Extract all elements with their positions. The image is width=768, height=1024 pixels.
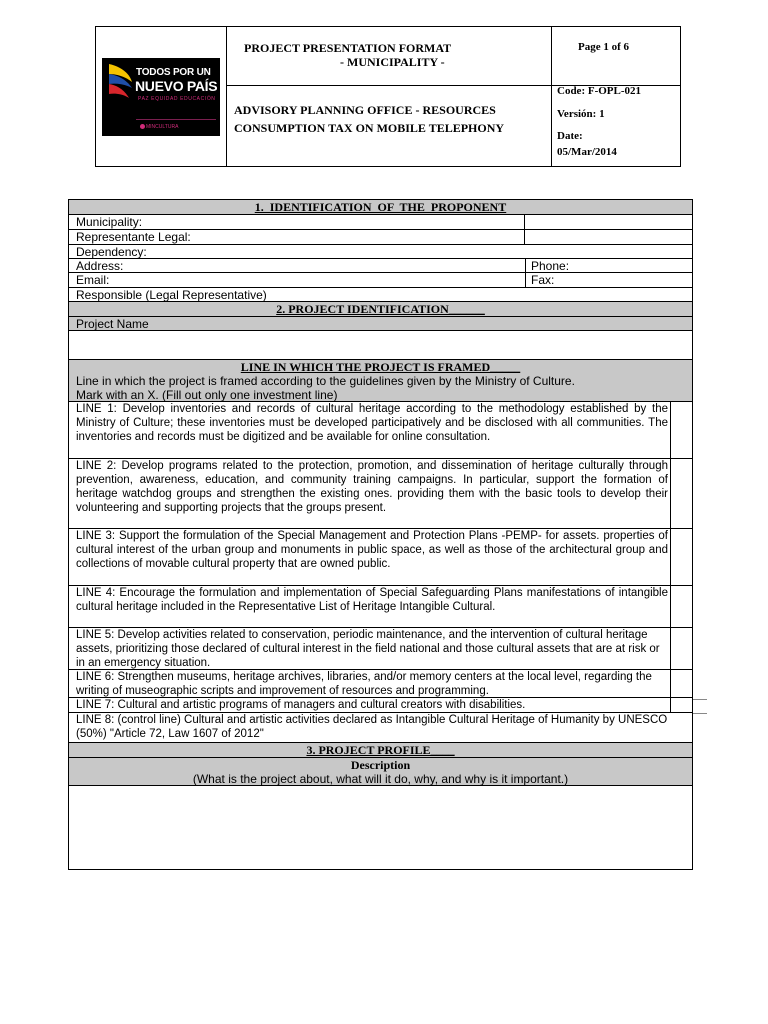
line-item-6	[69, 670, 692, 698]
dependency-label: Dependency:	[76, 245, 147, 259]
form-title: PROJECT PRESENTATION FORMAT	[244, 41, 452, 55]
line-5-checkbox[interactable]	[670, 628, 692, 669]
description-hint: (What is the project about, what will it do, why, and why is it important.)	[192, 772, 569, 786]
date-label: Date:	[557, 130, 583, 142]
fax-cell[interactable]	[525, 273, 693, 287]
project-form	[68, 199, 693, 870]
section2-title: 2. PROJECT IDENTIFICATION______	[276, 302, 485, 316]
section2-header	[69, 302, 692, 317]
line-item-2	[69, 459, 692, 529]
section1-header	[69, 200, 692, 215]
line-item-text: LINE 8: (control line) Cultural and artistic activities declared as Intangible Cultural Heritage of Humanity by UNESCO (50%) "Article 72, Law 1607 of 2012"	[76, 714, 668, 741]
lines-title: LINE IN WHICH THE PROJECT IS FRAMED_____	[240, 360, 521, 374]
date-value: 05/Mar/2014	[557, 146, 617, 158]
line-item-text: LINE 5: Develop activities related to conservation, periodic maintenance, and the intervention of cultural heritage assets, prioritizing those declared of cultural interest in the field national and those cultural assets that are at risk or in an emergency situation.	[76, 629, 660, 670]
project-name-label: Project Name	[76, 317, 149, 331]
municipality-value-cell[interactable]	[524, 215, 693, 229]
description-title: Description	[350, 758, 411, 772]
flag-swoosh-icon	[105, 62, 135, 106]
description-header	[69, 758, 692, 786]
line-item-text: LINE 6: Strengthen museums, heritage archives, libraries, and/or memory centers at the local level, regarding the writing of museographic scripts and improvement of resources and programming.	[76, 671, 652, 698]
line-item-8	[69, 713, 692, 743]
table-rule-extension	[693, 699, 707, 700]
description-field[interactable]	[69, 786, 692, 870]
section1-title: 1. IDENTIFICATION OF THE PROPONENT	[254, 200, 507, 214]
todos-por-un-nuevo-pais-logo	[102, 58, 220, 136]
representative-row[interactable]	[69, 230, 692, 245]
mincultura-icon	[140, 124, 145, 129]
form-version: Versión: 1	[557, 108, 605, 120]
page-number: Page 1 of 6	[578, 41, 630, 53]
line-item-5	[69, 628, 692, 670]
logo-text-line4: MINCULTURA	[146, 124, 179, 130]
info-cell	[551, 27, 681, 166]
address-label: Address:	[76, 259, 124, 273]
line-item-3	[69, 529, 692, 586]
logo-cell	[96, 27, 227, 166]
logo-text-line3: PAZ EQUIDAD EDUCACIÓN	[138, 96, 216, 102]
section3-header	[69, 743, 692, 758]
line-3-checkbox[interactable]	[670, 529, 692, 585]
page-row	[551, 27, 681, 86]
form-subtitle: - MUNICIPALITY -	[340, 55, 445, 69]
line-4-checkbox[interactable]	[670, 586, 692, 627]
section3-title: 3. PROJECT PROFILE____	[306, 743, 455, 757]
responsible-label: Responsible (Legal Representative)	[76, 288, 267, 302]
address-row[interactable]	[69, 259, 692, 273]
email-label: Email:	[76, 273, 110, 287]
municipality-row[interactable]	[69, 215, 692, 230]
fax-label: Fax:	[531, 273, 555, 287]
logo-text-line2: NUEVO PAÍS	[135, 78, 218, 94]
logo-text-line1: TODOS POR UN	[136, 67, 211, 78]
line-item-7	[69, 698, 692, 713]
line-1-checkbox[interactable]	[670, 402, 692, 458]
project-name-field[interactable]	[69, 331, 692, 360]
office-name-line2: CONSUMPTION TAX ON MOBILE TELEPHONY	[234, 121, 505, 135]
responsible-row[interactable]	[69, 288, 692, 302]
line-item-text: LINE 1: Develop inventories and records of cultural heritage according to the methodology established by the Ministry of Culture; these inventories must be developed participatively and be disclosed with all communities. The inventories and records must be digitized and be available for online consultation.	[76, 403, 668, 444]
line-item-1	[69, 402, 692, 459]
line-2-checkbox[interactable]	[670, 459, 692, 528]
table-rule-extension	[693, 713, 707, 714]
line-6-checkbox[interactable]	[670, 670, 692, 697]
line-7-checkbox[interactable]	[670, 698, 692, 712]
lines-instruction2: Mark with an X. (Fill out only one investment line)	[76, 388, 338, 402]
line-item-text: LINE 2: Develop programs related to the protection, promotion, and dissemination of heritage culturally through prevention, awareness, education, and community training campaigns. In particular, support the formation of heritage watchdog groups and strengthen the existing ones. providing them with the basic tools to develop their volunteering and supporting projects that the groups present.	[76, 460, 668, 515]
title-cell	[226, 27, 552, 166]
form-code: Code: F-OPL-021	[557, 85, 642, 97]
representative-label: Representante Legal:	[76, 230, 191, 244]
logo-divider	[136, 119, 216, 120]
title-row	[226, 27, 551, 86]
phone-label: Phone:	[531, 259, 570, 273]
office-name-line1: ADVISORY PLANNING OFFICE - RESOURCES	[234, 103, 496, 117]
project-name-header	[69, 317, 692, 331]
dependency-row[interactable]	[69, 245, 692, 259]
lines-instruction1: Line in which the project is framed according to the guidelines given by the Ministry of Culture.	[76, 374, 575, 388]
line-item-text: LINE 3: Support the formulation of the Special Management and Protection Plans -PEMP- for assets. properties of cultural interest of the urban group and monuments in public space, as well as those of the architectural group and collections of movable cultural property that are owned public.	[76, 530, 668, 571]
line-item-text: LINE 7: Cultural and artistic programs of managers and cultural creators with disabilities.	[76, 699, 526, 711]
document-header	[95, 26, 681, 167]
line-item-text: LINE 4: Encourage the formulation and implementation of Special Safeguarding Plans manifestations of intangible cultural heritage included in the Representative List of Heritage Intangible Cultural.	[76, 587, 668, 614]
phone-cell[interactable]	[525, 259, 693, 272]
municipality-label: Municipality:	[76, 215, 143, 229]
email-row[interactable]	[69, 273, 692, 288]
representative-value-cell[interactable]	[524, 230, 693, 244]
lines-header	[69, 360, 692, 402]
line-item-4	[69, 586, 692, 628]
